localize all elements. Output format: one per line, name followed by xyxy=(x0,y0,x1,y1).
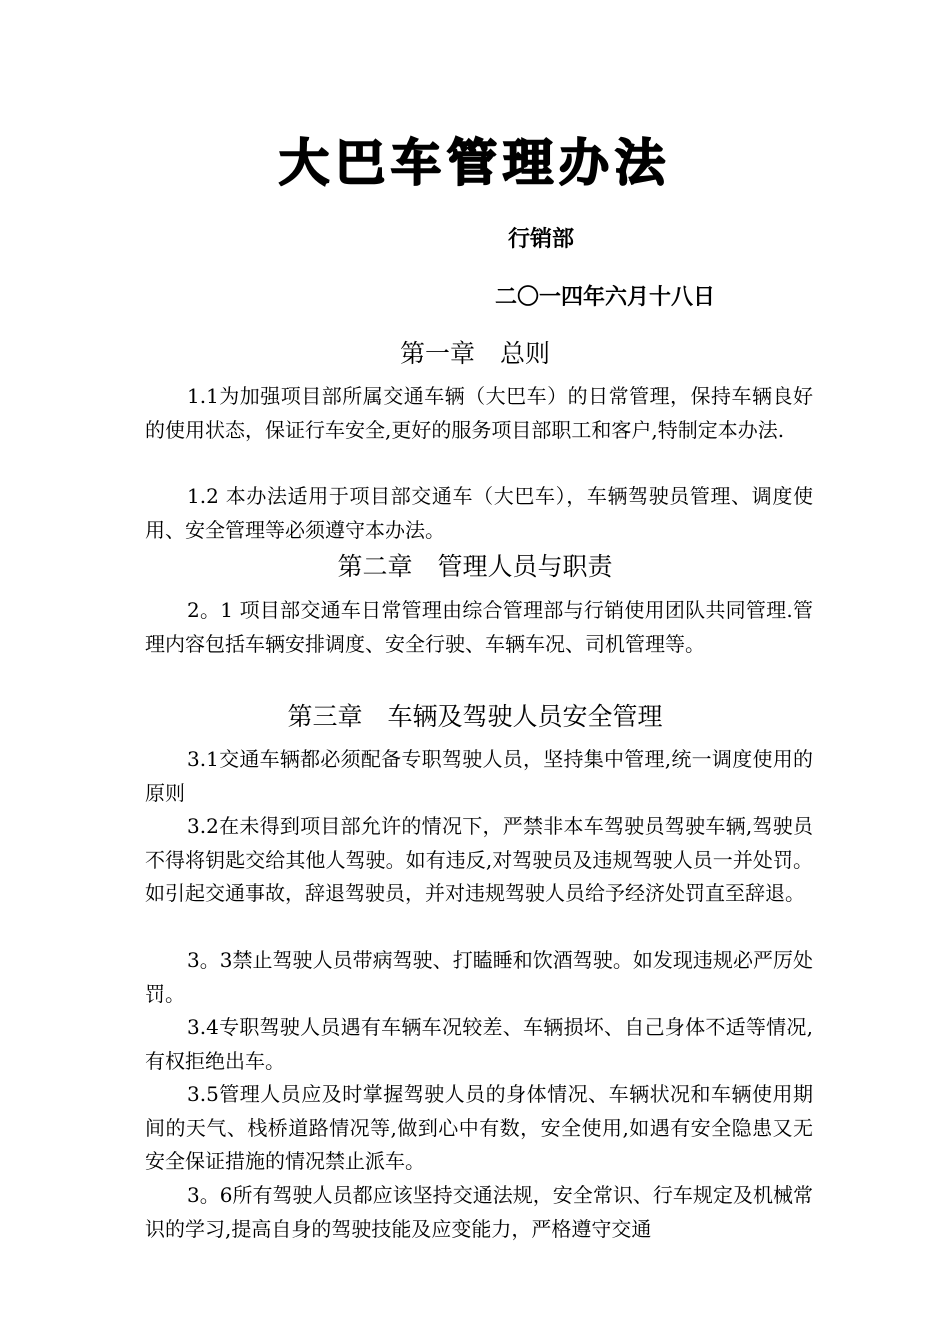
paragraph-1-2: 1.2 本办法适用于项目部交通车（大巴车），车辆驾驶员管理、调度使用、安全管理等必须遵守本办法。 xyxy=(145,484,813,542)
chapter-3-heading: 第三章 车辆及驾驶人员安全管理 xyxy=(287,702,663,731)
paragraph-3-4: 3.4专职驾驶人员遇有车辆车况较差、车辆损坏、自己身体不适等情况,有权拒绝出车。 xyxy=(145,1015,813,1073)
paragraph-3-2: 3.2在未得到项目部允许的情况下，严禁非本车驾驶员驾驶车辆,驾驶员不得将钥匙交给其他人驾驶。如有违反,对驾驶员及违规驾驶人员一并处罚。如引起交通事故，辞退驾驶员，并对违规驾驶人员给予经济处罚直至辞退。 xyxy=(145,814,813,905)
paragraph-3-1: 3.1交通车辆都必须配备专职驾驶人员，坚持集中管理,统一调度使用的原则 xyxy=(145,747,813,805)
paragraph-2-1: 2。1 项目部交通车日常管理由综合管理部与行销使用团队共同管理.管理内容包括车辆安排调度、安全行驶、车辆车况、司机管理等。 xyxy=(145,598,813,656)
paragraph-3-5: 3.5管理人员应及时掌握驾驶人员的身体情况、车辆状况和车辆使用期间的天气、栈桥道路情况等,做到心中有数，安全使用,如遇有安全隐患又无安全保证措施的情况禁止派车。 xyxy=(145,1082,813,1173)
document-title: 大巴车管理办法 xyxy=(279,134,671,192)
paragraph-3-6: 3。6所有驾驶人员都应该坚持交通法规，安全常识、行车规定及机械常识的学习,提高自身的驾驶技能及应变能力，严格遵守交通 xyxy=(145,1183,813,1241)
chapter-2-heading: 第二章 管理人员与职责 xyxy=(337,552,613,581)
department-label: 行销部 xyxy=(508,227,575,252)
paragraph-1-1: 1.1为加强项目部所属交通车辆（大巴车）的日常管理，保持车辆良好的使用状态，保证行车安全,更好的服务项目部职工和客户,特制定本办法. xyxy=(145,384,813,442)
paragraph-3-3: 3。3禁止驾驶人员带病驾驶、打瞌睡和饮酒驾驶。如发现违规必严厉处罚。 xyxy=(145,948,813,1006)
document-date: 二〇一四年六月十八日 xyxy=(495,285,716,310)
chapter-1-heading: 第一章 总则 xyxy=(399,339,550,368)
